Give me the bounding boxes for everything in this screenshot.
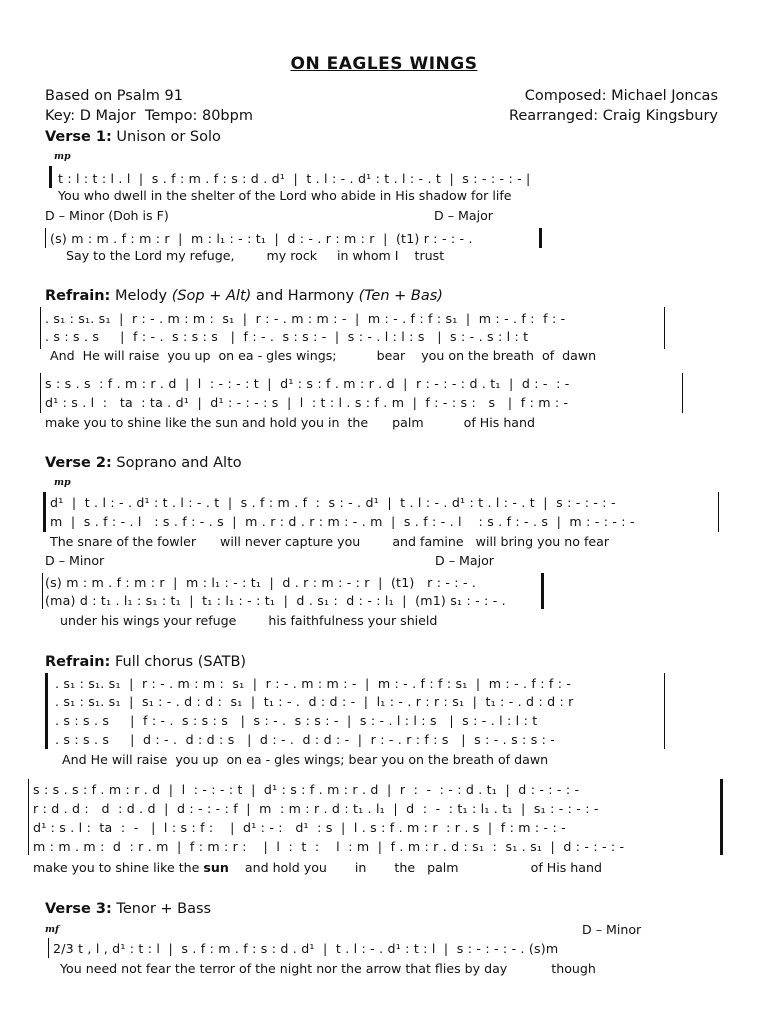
verse3-label: Verse 3: xyxy=(45,901,112,917)
verse1-barline xyxy=(45,228,46,248)
verse2-heading xyxy=(45,455,242,471)
refrain1-notes-2: . s : s . s | f : - . s : s : s | f : - . s : s : - | s : - . l : l : s | s : - . s : l : t xyxy=(45,329,529,344)
verse1-notes-1: t : l : t : l . l | s . f : m . f : s : d . d¹ | t . l : - . d¹ : t . l : - . t | s : - : - : - | xyxy=(58,171,531,186)
refrain2-lyric-2c: and hold you in the palm of His hand xyxy=(228,860,602,875)
verse1-start-barline xyxy=(49,166,52,188)
refrain2-notes-7: d¹ : s . l : ta : - | l : s : f : | d¹ : - : d¹ : s | l . s : f . m : r : r . s | f : m : - : - xyxy=(33,820,566,835)
verse1-key-left: D – Minor (Doh is F) xyxy=(45,208,169,223)
page-title: ON EAGLES WINGS xyxy=(290,54,478,74)
verse3-dynamic: mf xyxy=(45,924,60,935)
refrain1-lyric-2: make you to shine like the sun and hold you in the palm of His hand xyxy=(45,415,535,430)
refrain2-desc: Full chorus (SATB) xyxy=(110,654,247,670)
verse1-voicing: Unison or Solo xyxy=(111,129,221,145)
refrain2-notes-2: . s₁ : s₁. s₁ | s₁ : - . d : d : s₁ | t₁ : - . d : d : - | l₁ : - . r : r : s₁ | t₁ : - . d : d : r xyxy=(55,694,574,709)
verse2-notes-3: (s) m : m . f : m : r | m : l₁ : - : t₁ | d . r : m : - : r | (t1) r : - : - . xyxy=(45,575,477,590)
refrain1-desc-d: (Ten + Bas) xyxy=(358,288,443,304)
refrain1-notes-4: d¹ : s . l : ta : ta . d¹ | d¹ : - : - : s | l : t : l . s : f . m | f : - : s : s | f : m : - xyxy=(45,395,569,410)
verse2-notes-4: (ma) d : t₁ . l₁ : s₁ : t₁ | t₁ : l₁ : - : t₁ | d . s₁ : d : - : l₁ | (m1) s₁ : - : - . xyxy=(45,593,506,608)
refrain1-barline-c xyxy=(40,373,41,413)
refrain2-label: Refrain: xyxy=(45,654,111,670)
refrain1-notes-3: s : s . s : f . m : r . d | l : - : - : t | d¹ : s : f . m : r . d | r : - : - : d . t₁ | d : - : - xyxy=(45,376,570,391)
refrain1-desc-b: (Sop + Alt) xyxy=(171,288,252,304)
arranger: Rearranged: Craig Kingsbury xyxy=(508,108,718,124)
refrain2-lyric-1: And He will raise you up on ea - gles wings; bear you on the breath of dawn xyxy=(62,752,549,767)
verse1-end-barline xyxy=(539,228,542,248)
verse3-barline xyxy=(48,938,49,958)
refrain2-lyric-2 xyxy=(33,860,602,875)
refrain2-notes-1: . s₁ : s₁. s₁ | r : - . m : m : s₁ | r : - . m : m : - | m : - . f : f : s₁ | m : - . f : f : - xyxy=(55,676,572,691)
verse2-lyric-2: under his wings your refuge his faithfulness your shield xyxy=(60,613,438,628)
verse1-lyric-1: You who dwell in the shelter of the Lord who abide in His shadow for life xyxy=(58,188,512,203)
refrain1-barline-d xyxy=(682,373,683,413)
refrain2-barline-c xyxy=(28,779,29,855)
verse1-dynamic: mp xyxy=(54,151,71,162)
refrain2-notes-8: m : m . m : d : r . m | f : m : r : | l : t : l : m | f . m : r . d : s₁ : s₁ . s₁ | d : - : - : - xyxy=(33,839,625,854)
verse2-label: Verse 2: xyxy=(45,455,112,471)
verse2-key-left: D – Minor xyxy=(45,553,105,568)
composer: Composed: Michael Joncas xyxy=(524,88,718,104)
refrain2-notes-4: . s : s . s | d : - . d : d : s | d : - . d : d : - | r : - . r : f : s | s : - . s : s : - xyxy=(55,732,556,747)
refrain1-label: Refrain: xyxy=(45,288,111,304)
verse2-barline-a xyxy=(42,573,43,609)
refrain2-end-barline xyxy=(720,779,723,855)
verse3-voicing: Tenor + Bass xyxy=(111,901,212,917)
verse1-key-right: D – Major xyxy=(434,208,493,223)
verse1-lyric-2: Say to the Lord my refuge, my rock in whom I trust xyxy=(66,248,445,263)
refrain1-heading xyxy=(45,288,443,304)
refrain2-notes-6: r : d . d : d : d . d | d : - : - : f | m : m : r . d : t₁ . l₁ | d : - : t₁ : l₁ . t₁ | s₁ : - : - : - xyxy=(33,801,599,816)
verse2-start-barline xyxy=(43,492,46,532)
verse2-voicing: Soprano and Alto xyxy=(111,455,242,471)
refrain2-start-barline xyxy=(45,673,48,749)
refrain2-notes-3: . s : s . s | f : - . s : s : s | s : - . s : s : - | s : - . l : l : s | s : - . l : l : t xyxy=(55,713,538,728)
verse2-key-right: D – Major xyxy=(435,553,494,568)
verse2-lyric-1: The snare of the fowler will never capture you and famine will bring you no fear xyxy=(50,534,610,549)
verse3-key-right: D – Minor xyxy=(582,922,642,937)
psalm-source: Based on Psalm 91 xyxy=(45,88,183,104)
refrain1-desc-a: Melody xyxy=(110,288,172,304)
refrain2-heading xyxy=(45,654,246,670)
refrain1-desc-c: and Harmony xyxy=(251,288,359,304)
verse2-dynamic: mp xyxy=(54,477,71,488)
refrain2-lyric-2b: sun xyxy=(203,860,229,875)
refrain1-barline-a xyxy=(40,307,41,349)
refrain1-notes-1: . s₁ : s₁. s₁ | r : - . m : m : s₁ | r : - . m : m : - | m : - . f : f : s₁ | m : - . f : f : - xyxy=(45,311,566,326)
refrain1-barline-b xyxy=(664,307,665,349)
refrain2-barline-b xyxy=(664,673,665,749)
verse1-label: Verse 1: xyxy=(45,129,112,145)
verse2-notes-2: m | s . f : - . l : s . f : - . s | m . r : d . r : m : - . m | s . f : - . l : s . f : - . s | m : - : - : - xyxy=(50,514,635,529)
verse1-heading xyxy=(45,129,221,145)
verse2-barline-end xyxy=(718,492,719,532)
refrain1-lyric-1: And He will raise you up on ea - gles wings; bear you on the breath of dawn xyxy=(50,348,597,363)
verse2-end-barline xyxy=(541,573,544,609)
verse3-lyric-1: You need not fear the terror of the night nor the arrow that flies by day though xyxy=(60,961,596,976)
key-tempo: Key: D Major Tempo: 80bpm xyxy=(45,108,253,124)
verse2-notes-1: d¹ | t . l : - . d¹ : t . l : - . t | s . f : m . f : s : - . d¹ | t . l : - . d¹ : t . l : - . t | s : - : - : - xyxy=(50,495,616,510)
refrain2-notes-5: s : s . s : f . m : r . d | l : - : - : t | d¹ : s : f . m : r . d | r : - : - : d . t₁ | d : - : - : - xyxy=(33,782,580,797)
refrain2-lyric-2a: make you to shine like the xyxy=(33,860,204,875)
verse1-notes-2: (s) m : m . f : m : r | m : l₁ : - : t₁ | d : - . r : m : r | (t1) r : - : - . xyxy=(50,231,473,246)
verse3-notes-1: 2/3 t , l , d¹ : t : l | s . f : m . f : s : d . d¹ | t . l : - . d¹ : t : l | s : - : - : - . (s)m xyxy=(53,941,559,956)
verse3-heading xyxy=(45,901,211,917)
